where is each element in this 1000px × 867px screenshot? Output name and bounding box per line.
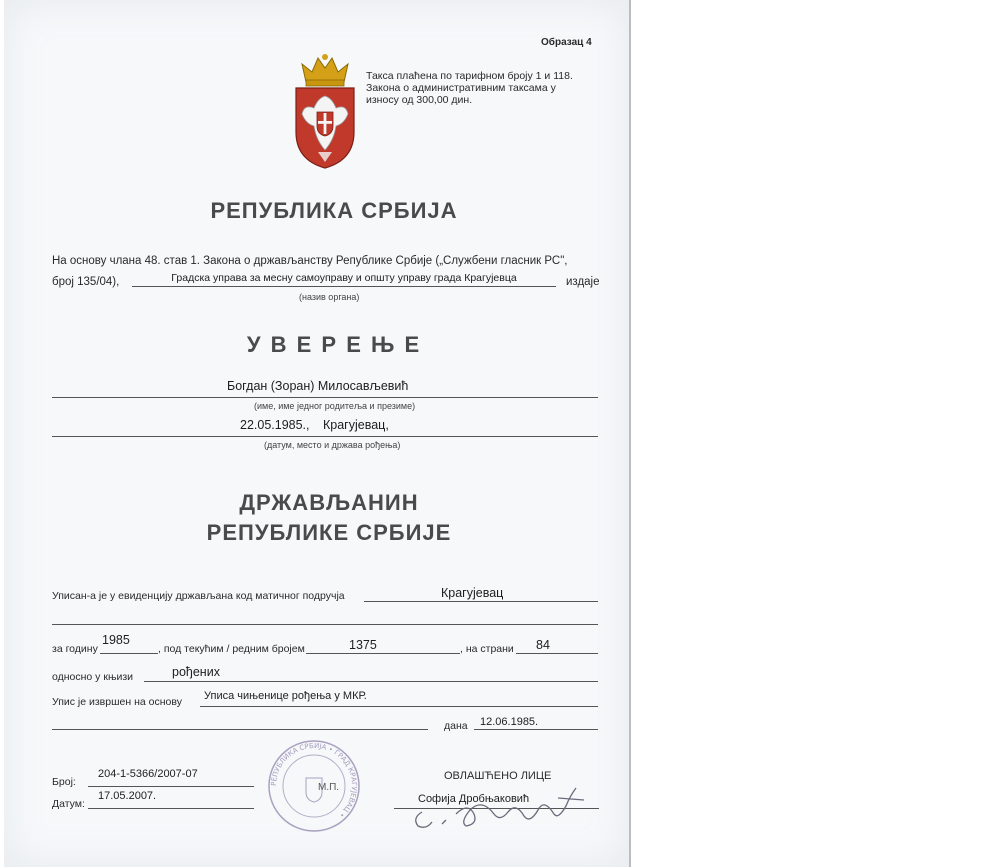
year-value: 1985 — [102, 633, 130, 647]
official-title: ОВЛАШЋЕНО ЛИЦЕ — [444, 770, 552, 782]
day-label: дана — [444, 720, 468, 732]
name-line — [52, 397, 598, 398]
registry-line — [364, 601, 598, 602]
number-line — [306, 653, 460, 654]
date-value: 17.05.2007. — [98, 790, 157, 802]
stamp-mark: М.П. — [318, 782, 340, 793]
citizen-heading-2: РЕПУБЛИКЕ СРБИЈЕ — [206, 520, 452, 545]
republic-heading: РЕПУБЛИКА СРБИЈА — [210, 198, 458, 223]
birth-place: Крагујевац, — [323, 418, 389, 432]
page-label: , на страни — [460, 643, 514, 655]
authority-line — [132, 286, 556, 287]
legal-basis-line-2: број 135/04), — [52, 276, 120, 288]
page-line — [516, 653, 598, 654]
page-value: 84 — [536, 638, 550, 652]
entry-line — [200, 706, 598, 707]
registry-label: Уписан-a je у евиденцију држављана код матичног подручја — [52, 590, 345, 602]
certificate-page — [4, 0, 631, 867]
birth-line — [52, 436, 598, 437]
handwritten-signature-icon — [408, 784, 588, 834]
official-stamp-icon — [266, 738, 362, 834]
issues-label: издаје — [566, 276, 600, 288]
registry-line-2 — [52, 624, 598, 625]
date-label: Датум: — [52, 798, 85, 810]
book-value: рођених — [172, 665, 220, 679]
fee-note-line-1: Такса плаћена по тарифном броју 1 и 118. — [366, 70, 573, 82]
form-number: Образац 4 — [541, 37, 592, 48]
ref-line — [88, 786, 254, 787]
number-label: , под текућим / редним бројем — [158, 643, 305, 655]
coat-of-arms-icon — [290, 52, 360, 170]
birth-date: 22.05.1985., — [240, 418, 310, 432]
year-label: за годину — [52, 643, 98, 655]
book-line — [144, 681, 598, 682]
authority-caption: (назив органа) — [299, 292, 360, 302]
day-value: 12.06.1985. — [480, 716, 539, 728]
legal-basis-line-1: На основу члана 48. став 1. Закона о држављанству Републике Србије („Службени гласник РС", — [52, 255, 568, 267]
day-blank-line — [52, 729, 428, 730]
certificate-title: У В Е Р Е Њ Е — [246, 332, 422, 357]
entry-label: Упис је извршен на основу — [52, 696, 182, 708]
number-value: 1375 — [349, 638, 377, 652]
ref-value: 204-1-5366/2007-07 — [98, 768, 198, 780]
fee-note-line-2: Закона о административним таксама у — [366, 82, 556, 94]
year-line — [100, 653, 158, 654]
authority-name: Градска управа за месну самоуправу и општу управу града Крагујевца — [171, 272, 517, 284]
date-line — [88, 808, 254, 809]
fee-note-line-3: износу од 300,00 дин. — [366, 94, 473, 106]
book-label: односно у књизи — [52, 671, 134, 683]
ref-label: Број: — [52, 776, 76, 788]
day-line — [474, 729, 598, 730]
birth-caption: (датум, место и држава рођења) — [264, 440, 401, 450]
stamp-ring-text: РЕПУБЛИКА СРБИЈА • ГРАД КРАГУЈЕВАЦ • — [269, 741, 359, 820]
citizen-heading-1: ДРЖАВЉАНИН — [239, 490, 419, 515]
official-name: Софија Дробњаковић — [418, 793, 530, 805]
registry-area: Крагујевац — [441, 586, 504, 600]
entry-value: Уписа чињенице рођења у МКР. — [204, 690, 367, 702]
person-name: Богдан (Зоран) Милосављевић — [227, 379, 409, 393]
fee-note — [366, 70, 573, 106]
name-caption: (име, име једног родитеља и презиме) — [254, 401, 416, 411]
